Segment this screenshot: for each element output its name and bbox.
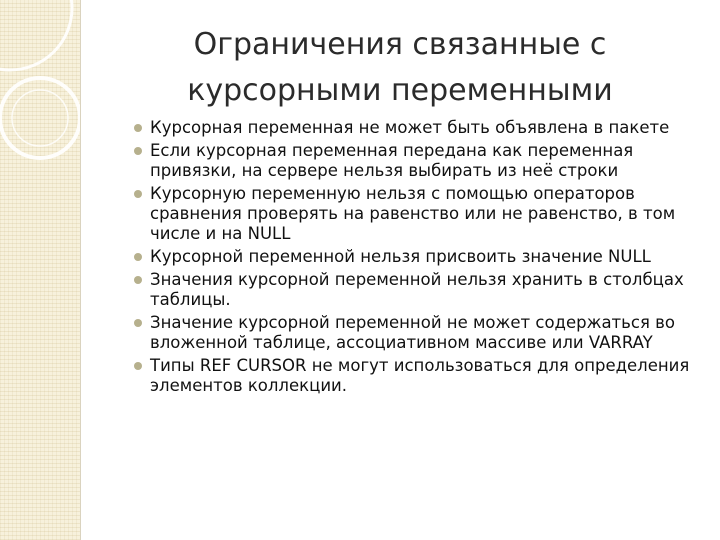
bullet-text: Курсорной переменной нельзя присвоить значение NULL xyxy=(150,247,651,266)
side-divider-line xyxy=(80,0,81,540)
bullet-dot-icon xyxy=(134,190,142,198)
decorative-circles xyxy=(0,0,80,170)
bullet-item xyxy=(132,118,702,138)
bullet-item xyxy=(132,247,702,267)
bullet-item xyxy=(132,141,702,181)
bullet-dot-icon xyxy=(134,362,142,370)
bullet-item xyxy=(132,356,702,396)
bullet-dot-icon xyxy=(134,124,142,132)
bullet-item xyxy=(132,184,702,244)
title-line-1: Ограничения связанные с xyxy=(193,27,607,62)
title-line-2: курсорными переменными xyxy=(187,73,613,108)
bullet-text: Типы REF CURSOR не могут использоваться для определения элементов коллекции. xyxy=(150,356,690,395)
bullet-dot-icon xyxy=(134,319,142,327)
bullet-text: Если курсорная переменная передана как переменная привязки, на сервере нельзя выбирать из неё строки xyxy=(150,141,634,180)
bullet-text: Значение курсорной переменной не может содержаться во вложенной таблице, ассоциативном массиве или VARRAY xyxy=(150,313,675,352)
bullet-dot-icon xyxy=(134,253,142,261)
bullet-text: Значения курсорной переменной нельзя хранить в столбцах таблицы. xyxy=(150,270,684,309)
slide-title xyxy=(150,22,650,114)
bullet-dot-icon xyxy=(134,276,142,284)
bullet-dot-icon xyxy=(134,147,142,155)
bullet-item xyxy=(132,313,702,353)
bullet-item xyxy=(132,270,702,310)
bullet-text: Курсорная переменная не может быть объявлена в пакете xyxy=(150,118,670,137)
bullet-text: Курсорную переменную нельзя с помощью операторов сравнения проверять на равенство или не равенство, в том числе и на NULL xyxy=(150,184,676,243)
bullet-list xyxy=(132,118,702,399)
